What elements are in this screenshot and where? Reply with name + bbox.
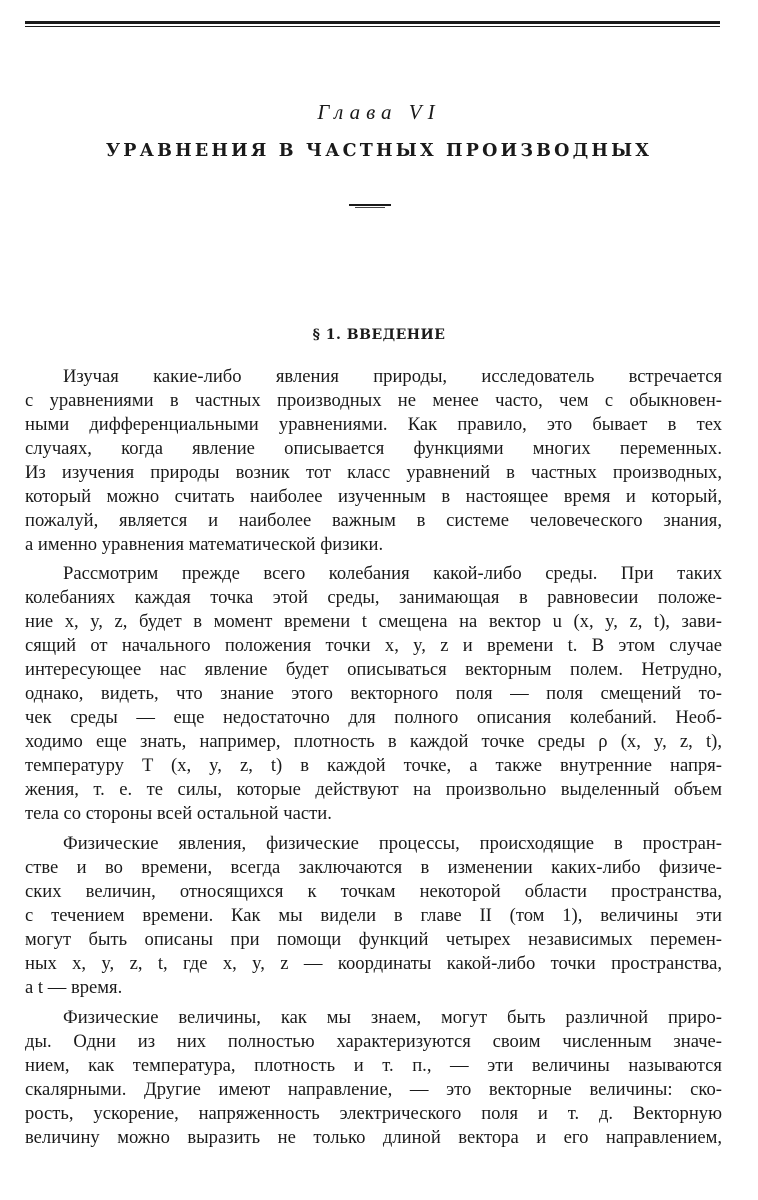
- section-heading: § 1. ВВЕДЕНИЕ: [312, 327, 446, 343]
- body-line: однако, видеть, что знание этого векторного поля — поля смещений то-: [25, 683, 722, 704]
- body-line: который можно считать наиболее изученным в настоящее время и который,: [25, 486, 722, 507]
- body-line: Рассмотрим прежде всего колебания какой-либо среды. При таких: [63, 563, 722, 584]
- body-line: Физические явления, физические процессы, происходящие в простран-: [63, 833, 722, 854]
- body-line: колебаниях каждая точка этой среды, занимающая в равновесии положе-: [25, 587, 722, 608]
- body-line: жения, т. е. те силы, которые действуют на произвольно выделенный объем: [25, 779, 722, 800]
- body-line: Физические величины, как мы знаем, могут быть различной приро-: [63, 1007, 722, 1028]
- body-line: пожалуй, является и наиболее важным в системе человеческого знания,: [25, 510, 722, 531]
- body-line: с течением времени. Как мы видели в главе II (том 1), величины эти: [25, 905, 722, 926]
- body-line: скалярными. Другие имеют направление, — это векторные величины: ско-: [25, 1079, 722, 1100]
- body-line: случаях, когда явление описывается функциями многих переменных.: [25, 438, 722, 459]
- chapter-label: Глава VI: [317, 100, 441, 124]
- body-line: нием, как температура, плотность и т. п., — эти величины называются: [25, 1055, 722, 1076]
- body-line: рость, ускорение, напряженность электрического поля и т. д. Векторную: [25, 1103, 722, 1124]
- body-line: стве и во времени, всегда заключаются в изменении каких-либо физиче-: [25, 857, 722, 878]
- body-line: величину можно выразить не только длиной вектора и его направлением,: [25, 1127, 722, 1148]
- body-line: ды. Одни из них полностью характеризуются своим численным значе-: [25, 1031, 722, 1052]
- top-rule-thick: [25, 21, 720, 24]
- body-line: сящий от начального положения точки x, y, z и времени t. В этом случае: [25, 635, 722, 656]
- body-line: ходимо еще знать, например, плотность в каждой точке среды ρ (x, y, z, t),: [25, 731, 722, 752]
- top-rule-thin: [25, 26, 720, 27]
- body-line: Изучая какие-либо явления природы, исследователь встречается: [63, 366, 722, 387]
- title-ornament-rule: [349, 204, 391, 206]
- body-line: ными дифференциальными уравнениями. Как правило, это бывает в тех: [25, 414, 722, 435]
- body-line: ние x, y, z, будет в момент времени t смещена на вектор u (x, y, z, t), зави-: [25, 611, 722, 632]
- body-line: чек среды — еще недостаточно для полного описания колебаний. Необ-: [25, 707, 722, 728]
- body-line: ских величин, относящихся к точкам некоторой области пространства,: [25, 881, 722, 902]
- chapter-title: УРАВНЕНИЯ В ЧАСТНЫХ ПРОИЗВОДНЫХ: [105, 141, 653, 161]
- body-line: температуру T (x, y, z, t) в каждой точке, а также внутренние напря-: [25, 755, 722, 776]
- body-line: интересующее нас явление будет описываться векторным полем. Нетрудно,: [25, 659, 722, 680]
- title-ornament-rule-thin: [355, 207, 385, 208]
- body-line: могут быть описаны при помощи функций четырех независимых перемен-: [25, 929, 722, 950]
- body-line: тела со стороны всей остальной части.: [25, 803, 332, 824]
- body-line: Из изучения природы возник тот класс уравнений в частных производных,: [25, 462, 722, 483]
- body-line: ных x, y, z, t, где x, y, z — координаты какой-либо точки пространства,: [25, 953, 722, 974]
- body-line: а именно уравнения математической физики.: [25, 534, 384, 555]
- body-line: с уравнениями в частных производных не менее часто, чем с обыкновен-: [25, 390, 722, 411]
- body-line: а t — время.: [25, 977, 123, 998]
